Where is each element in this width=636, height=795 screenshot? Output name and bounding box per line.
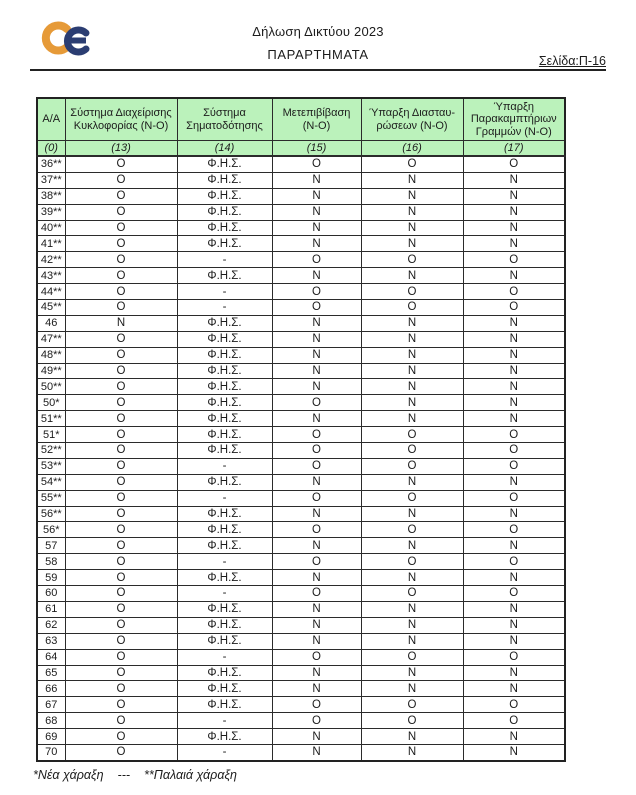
- value-cell: Ο: [65, 601, 177, 617]
- row-id-cell: 44**: [37, 284, 65, 300]
- value-cell: Ν: [272, 379, 361, 395]
- table-row: [37, 633, 565, 649]
- value-cell: -: [177, 713, 272, 729]
- value-cell: Ν: [272, 331, 361, 347]
- value-cell: Ν: [463, 268, 565, 284]
- value-cell: Ο: [65, 490, 177, 506]
- value-cell: Ο: [65, 411, 177, 427]
- value-cell: Ν: [361, 665, 463, 681]
- value-cell: Ο: [463, 427, 565, 443]
- row-id-cell: 65: [37, 665, 65, 681]
- value-cell: Ο: [65, 363, 177, 379]
- row-id-cell: 40**: [37, 220, 65, 236]
- value-cell: Ο: [272, 395, 361, 411]
- value-cell: Ν: [361, 633, 463, 649]
- value-cell: Ν: [361, 395, 463, 411]
- table-row: [37, 474, 565, 490]
- value-cell: Φ.Η.Σ.: [177, 172, 272, 188]
- value-cell: Ο: [361, 490, 463, 506]
- value-cell: Φ.Η.Σ.: [177, 506, 272, 522]
- value-cell: Ο: [65, 379, 177, 395]
- row-id-cell: 50**: [37, 379, 65, 395]
- value-cell: Ο: [272, 697, 361, 713]
- value-cell: Φ.Η.Σ.: [177, 156, 272, 172]
- value-cell: Ο: [65, 649, 177, 665]
- row-id-cell: 59: [37, 570, 65, 586]
- value-cell: Ο: [361, 713, 463, 729]
- value-cell: Ο: [65, 729, 177, 745]
- value-cell: Ο: [272, 554, 361, 570]
- value-cell: Ο: [65, 697, 177, 713]
- value-cell: Ν: [463, 744, 565, 760]
- value-cell: Ο: [65, 300, 177, 316]
- document-subtitle: ΠΑΡΑΡΤΗΜΑΤΑ: [267, 47, 369, 62]
- header-label-row: [37, 98, 565, 141]
- value-cell: Ο: [463, 443, 565, 459]
- value-cell: Φ.Η.Σ.: [177, 331, 272, 347]
- value-cell: Φ.Η.Σ.: [177, 236, 272, 252]
- row-id-cell: 56**: [37, 506, 65, 522]
- value-cell: Ν: [463, 236, 565, 252]
- value-cell: Ν: [463, 538, 565, 554]
- value-cell: Ν: [272, 665, 361, 681]
- value-cell: Φ.Η.Σ.: [177, 474, 272, 490]
- value-cell: -: [177, 586, 272, 602]
- column-header-sidings: Ύπαρξη Παρακαμπτήριων Γραμμών (Ν-Ο): [463, 98, 565, 141]
- value-cell: Ν: [463, 204, 565, 220]
- row-id-cell: 67: [37, 697, 65, 713]
- column-code-0: (0): [37, 141, 65, 157]
- value-cell: Ο: [463, 586, 565, 602]
- value-cell: Ο: [463, 649, 565, 665]
- table-row: [37, 284, 565, 300]
- value-cell: Ν: [272, 538, 361, 554]
- value-cell: Ν: [272, 347, 361, 363]
- row-id-cell: 50*: [37, 395, 65, 411]
- value-cell: Φ.Η.Σ.: [177, 315, 272, 331]
- value-cell: Ν: [463, 617, 565, 633]
- value-cell: -: [177, 458, 272, 474]
- value-cell: Ν: [361, 315, 463, 331]
- table-row: [37, 490, 565, 506]
- value-cell: Ν: [361, 331, 463, 347]
- value-cell: Φ.Η.Σ.: [177, 188, 272, 204]
- table-header: [37, 98, 565, 156]
- value-cell: Ν: [272, 633, 361, 649]
- value-cell: Ο: [361, 300, 463, 316]
- table-row: [37, 156, 565, 172]
- value-cell: Ν: [361, 601, 463, 617]
- row-id-cell: 64: [37, 649, 65, 665]
- value-cell: Ο: [361, 458, 463, 474]
- row-id-cell: 37**: [37, 172, 65, 188]
- footnote-new-route: *Νέα χάραξη: [33, 768, 104, 782]
- value-cell: Φ.Η.Σ.: [177, 729, 272, 745]
- value-cell: Ο: [272, 252, 361, 268]
- table-row: [37, 427, 565, 443]
- value-cell: Ο: [463, 697, 565, 713]
- page-header: [30, 0, 606, 71]
- value-cell: Ο: [65, 443, 177, 459]
- row-id-cell: 41**: [37, 236, 65, 252]
- table-row: [37, 601, 565, 617]
- value-cell: Ο: [361, 649, 463, 665]
- table-row: [37, 538, 565, 554]
- value-cell: Ο: [65, 506, 177, 522]
- value-cell: Ο: [463, 490, 565, 506]
- value-cell: Ν: [272, 729, 361, 745]
- value-cell: Φ.Η.Σ.: [177, 681, 272, 697]
- row-id-cell: 62: [37, 617, 65, 633]
- value-cell: Ο: [463, 522, 565, 538]
- value-cell: Ο: [65, 395, 177, 411]
- value-cell: Ο: [361, 252, 463, 268]
- row-id-cell: 69: [37, 729, 65, 745]
- row-id-cell: 36**: [37, 156, 65, 172]
- row-id-cell: 53**: [37, 458, 65, 474]
- value-cell: Ν: [463, 665, 565, 681]
- value-cell: Ν: [272, 220, 361, 236]
- column-header-transfer: Μετεπιβίβαση (Ν-Ο): [272, 98, 361, 141]
- row-id-cell: 46: [37, 315, 65, 331]
- value-cell: Φ.Η.Σ.: [177, 443, 272, 459]
- table-row: [37, 363, 565, 379]
- row-id-cell: 60: [37, 586, 65, 602]
- value-cell: Ν: [272, 204, 361, 220]
- value-cell: Ο: [272, 713, 361, 729]
- row-id-cell: 49**: [37, 363, 65, 379]
- value-cell: Ν: [361, 570, 463, 586]
- column-header-crossings: Ύπαρξη Διασταυ-ρώσεων (Ν-Ο): [361, 98, 463, 141]
- value-cell: Ο: [65, 617, 177, 633]
- value-cell: Ο: [272, 156, 361, 172]
- value-cell: Ν: [361, 538, 463, 554]
- value-cell: -: [177, 284, 272, 300]
- value-cell: Ν: [361, 268, 463, 284]
- table-row: [37, 347, 565, 363]
- row-id-cell: 52**: [37, 443, 65, 459]
- value-cell: Ο: [361, 522, 463, 538]
- value-cell: Ν: [361, 506, 463, 522]
- value-cell: Ν: [463, 331, 565, 347]
- table-row: [37, 729, 565, 745]
- value-cell: Ν: [463, 506, 565, 522]
- value-cell: Ο: [463, 300, 565, 316]
- value-cell: Ν: [361, 744, 463, 760]
- value-cell: Φ.Η.Σ.: [177, 617, 272, 633]
- column-header-traffic-mgmt: Σύστημα Διαχείρισης Κυκλοφορίας (Ν-Ο): [65, 98, 177, 141]
- value-cell: Ο: [272, 284, 361, 300]
- column-header-signalling: Σύστημα Σηματοδότησης: [177, 98, 272, 141]
- value-cell: Ο: [65, 347, 177, 363]
- value-cell: Ν: [463, 188, 565, 204]
- table-row: [37, 697, 565, 713]
- value-cell: Φ.Η.Σ.: [177, 633, 272, 649]
- value-cell: Ο: [272, 458, 361, 474]
- table-row: [37, 554, 565, 570]
- row-id-cell: 38**: [37, 188, 65, 204]
- value-cell: Ο: [65, 474, 177, 490]
- table-row: [37, 204, 565, 220]
- value-cell: Ο: [65, 220, 177, 236]
- value-cell: Ο: [65, 236, 177, 252]
- value-cell: Ο: [463, 458, 565, 474]
- value-cell: Ν: [361, 681, 463, 697]
- value-cell: Ο: [463, 284, 565, 300]
- column-code-14: (14): [177, 141, 272, 157]
- value-cell: Ο: [361, 697, 463, 713]
- value-cell: Ο: [65, 681, 177, 697]
- value-cell: Ο: [65, 554, 177, 570]
- value-cell: Ο: [65, 586, 177, 602]
- value-cell: Ν: [361, 236, 463, 252]
- value-cell: Ν: [463, 411, 565, 427]
- value-cell: Ο: [463, 554, 565, 570]
- value-cell: Ν: [463, 315, 565, 331]
- value-cell: Ν: [272, 236, 361, 252]
- row-id-cell: 63: [37, 633, 65, 649]
- value-cell: Ν: [272, 601, 361, 617]
- value-cell: Φ.Η.Σ.: [177, 570, 272, 586]
- value-cell: Ν: [272, 570, 361, 586]
- row-id-cell: 56*: [37, 522, 65, 538]
- value-cell: Ν: [361, 474, 463, 490]
- row-id-cell: 42**: [37, 252, 65, 268]
- column-code-16: (16): [361, 141, 463, 157]
- value-cell: Ο: [65, 427, 177, 443]
- row-id-cell: 51**: [37, 411, 65, 427]
- value-cell: Ο: [463, 156, 565, 172]
- value-cell: Ν: [272, 474, 361, 490]
- value-cell: Φ.Η.Σ.: [177, 522, 272, 538]
- column-code-13: (13): [65, 141, 177, 157]
- value-cell: Ο: [272, 649, 361, 665]
- value-cell: Φ.Η.Σ.: [177, 411, 272, 427]
- row-id-cell: 51*: [37, 427, 65, 443]
- value-cell: Φ.Η.Σ.: [177, 538, 272, 554]
- row-id-cell: 58: [37, 554, 65, 570]
- table-row: [37, 300, 565, 316]
- value-cell: Ο: [65, 570, 177, 586]
- row-id-cell: 54**: [37, 474, 65, 490]
- value-cell: Ο: [272, 427, 361, 443]
- row-id-cell: 39**: [37, 204, 65, 220]
- value-cell: Φ.Η.Σ.: [177, 268, 272, 284]
- value-cell: Ν: [361, 347, 463, 363]
- table-row: [37, 649, 565, 665]
- table-row: [37, 617, 565, 633]
- title-block: [30, 24, 606, 63]
- value-cell: Ν: [361, 172, 463, 188]
- value-cell: Ν: [361, 363, 463, 379]
- document-title: Δήλωση Δικτύου 2023: [252, 24, 384, 39]
- table-row: [37, 586, 565, 602]
- value-cell: Ν: [463, 681, 565, 697]
- value-cell: Ν: [463, 172, 565, 188]
- row-id-cell: 55**: [37, 490, 65, 506]
- value-cell: -: [177, 490, 272, 506]
- row-id-cell: 47**: [37, 331, 65, 347]
- value-cell: Ν: [272, 315, 361, 331]
- value-cell: Ν: [463, 395, 565, 411]
- value-cell: Ο: [272, 490, 361, 506]
- table-body: [37, 156, 565, 761]
- value-cell: Ο: [65, 204, 177, 220]
- table-row: [37, 395, 565, 411]
- value-cell: Φ.Η.Σ.: [177, 347, 272, 363]
- row-id-cell: 70: [37, 744, 65, 760]
- value-cell: Ο: [65, 633, 177, 649]
- value-cell: Ο: [65, 284, 177, 300]
- row-id-cell: 45**: [37, 300, 65, 316]
- value-cell: Ο: [272, 522, 361, 538]
- value-cell: Ο: [65, 744, 177, 760]
- table-row: [37, 506, 565, 522]
- value-cell: Ο: [272, 586, 361, 602]
- table-row: [37, 268, 565, 284]
- table-row: [37, 236, 565, 252]
- value-cell: Ν: [361, 204, 463, 220]
- table-row: [37, 665, 565, 681]
- value-cell: Ν: [272, 188, 361, 204]
- table-row: [37, 713, 565, 729]
- table-row: [37, 331, 565, 347]
- value-cell: Φ.Η.Σ.: [177, 363, 272, 379]
- value-cell: Φ.Η.Σ.: [177, 395, 272, 411]
- value-cell: Ο: [361, 427, 463, 443]
- column-code-15: (15): [272, 141, 361, 157]
- value-cell: Ο: [463, 252, 565, 268]
- header-code-row: [37, 141, 565, 157]
- row-id-cell: 48**: [37, 347, 65, 363]
- value-cell: Φ.Η.Σ.: [177, 665, 272, 681]
- value-cell: Ο: [272, 300, 361, 316]
- value-cell: -: [177, 300, 272, 316]
- value-cell: Ν: [272, 681, 361, 697]
- value-cell: Ο: [65, 156, 177, 172]
- value-cell: Ν: [272, 506, 361, 522]
- table-row: [37, 379, 565, 395]
- value-cell: Ν: [463, 633, 565, 649]
- footnote-old-route: **Παλαιά χάραξη: [144, 768, 237, 782]
- value-cell: Ο: [361, 284, 463, 300]
- value-cell: Ν: [463, 601, 565, 617]
- table-row: [37, 172, 565, 188]
- footnote: [33, 768, 251, 782]
- value-cell: Ν: [361, 379, 463, 395]
- value-cell: Φ.Η.Σ.: [177, 204, 272, 220]
- table-row: [37, 220, 565, 236]
- value-cell: Φ.Η.Σ.: [177, 697, 272, 713]
- value-cell: -: [177, 554, 272, 570]
- value-cell: Ν: [361, 220, 463, 236]
- value-cell: -: [177, 744, 272, 760]
- table-row: [37, 252, 565, 268]
- table-row: [37, 188, 565, 204]
- value-cell: Ο: [65, 252, 177, 268]
- value-cell: Ο: [65, 538, 177, 554]
- value-cell: Φ.Η.Σ.: [177, 601, 272, 617]
- value-cell: Ν: [272, 268, 361, 284]
- table-row: [37, 681, 565, 697]
- column-header-aa: Α/Α: [37, 98, 65, 141]
- value-cell: Ν: [361, 617, 463, 633]
- value-cell: Ο: [65, 331, 177, 347]
- table-row: [37, 443, 565, 459]
- row-id-cell: 43**: [37, 268, 65, 284]
- value-cell: Ν: [463, 363, 565, 379]
- table-row: [37, 315, 565, 331]
- footnote-separator: ---: [117, 768, 131, 782]
- value-cell: Ο: [361, 586, 463, 602]
- value-cell: Ν: [272, 363, 361, 379]
- value-cell: Φ.Η.Σ.: [177, 427, 272, 443]
- value-cell: Ο: [361, 554, 463, 570]
- value-cell: Ο: [272, 443, 361, 459]
- value-cell: Ο: [65, 522, 177, 538]
- table-row: [37, 570, 565, 586]
- value-cell: -: [177, 252, 272, 268]
- value-cell: Ν: [463, 474, 565, 490]
- table-row: [37, 458, 565, 474]
- value-cell: Ν: [463, 347, 565, 363]
- row-id-cell: 61: [37, 601, 65, 617]
- value-cell: Ο: [361, 443, 463, 459]
- table-row: [37, 411, 565, 427]
- value-cell: Ν: [463, 379, 565, 395]
- value-cell: Ο: [65, 268, 177, 284]
- value-cell: Ν: [272, 172, 361, 188]
- table-row: [37, 744, 565, 760]
- value-cell: Ν: [65, 315, 177, 331]
- page-number-label: Σελίδα:Π-16: [538, 54, 606, 68]
- value-cell: Ν: [272, 617, 361, 633]
- column-code-17: (17): [463, 141, 565, 157]
- table-row: [37, 522, 565, 538]
- value-cell: Ο: [65, 188, 177, 204]
- value-cell: Ο: [65, 665, 177, 681]
- row-id-cell: 57: [37, 538, 65, 554]
- value-cell: Φ.Η.Σ.: [177, 379, 272, 395]
- value-cell: Ο: [65, 172, 177, 188]
- row-id-cell: 66: [37, 681, 65, 697]
- value-cell: Φ.Η.Σ.: [177, 220, 272, 236]
- value-cell: Ο: [463, 713, 565, 729]
- value-cell: Ν: [361, 729, 463, 745]
- value-cell: Ν: [361, 188, 463, 204]
- value-cell: Ν: [463, 570, 565, 586]
- value-cell: Ν: [463, 729, 565, 745]
- value-cell: Ν: [361, 411, 463, 427]
- value-cell: Ν: [463, 220, 565, 236]
- value-cell: Ο: [361, 156, 463, 172]
- value-cell: Ν: [272, 411, 361, 427]
- network-appendix-table: [36, 97, 566, 762]
- value-cell: Ο: [65, 458, 177, 474]
- value-cell: Ο: [65, 713, 177, 729]
- row-id-cell: 68: [37, 713, 65, 729]
- value-cell: -: [177, 649, 272, 665]
- value-cell: Ν: [272, 744, 361, 760]
